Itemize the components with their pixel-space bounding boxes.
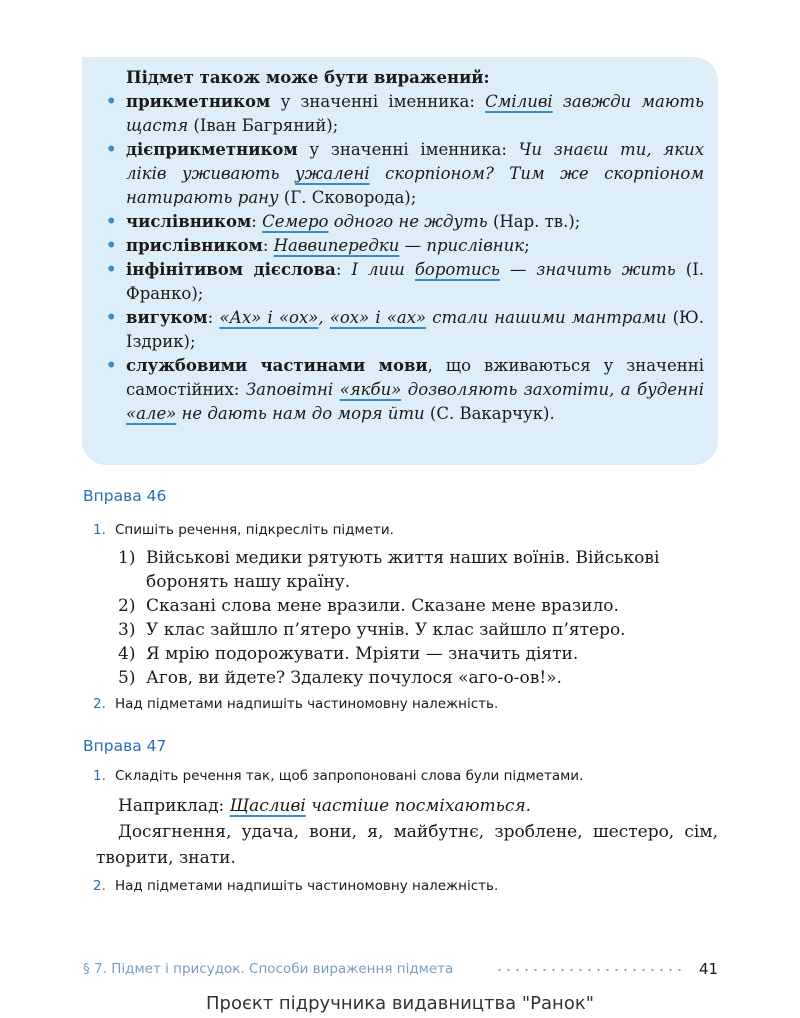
exercise-47-body bbox=[96, 793, 718, 871]
subject-underline: Щасливі bbox=[229, 796, 306, 816]
page-footer bbox=[83, 958, 719, 980]
footer-dot-leader bbox=[495, 969, 685, 971]
sentence: 3) У клас зайшло п’ятеро учнів. У клас зайшло п’ятеро. bbox=[118, 620, 626, 640]
subject-underline: «якби» bbox=[339, 380, 402, 399]
bullet-icon: • bbox=[106, 92, 117, 111]
rule-item-interjection: • вигуком: «Ах» і «ох», «ох» і «ах» стали нашими мантрами (Ю. Іздрик); bbox=[106, 308, 704, 351]
subject-underline: «Ах» і «ох» bbox=[219, 308, 319, 327]
bullet-icon: • bbox=[106, 140, 117, 159]
footer-section-title: § 7. Підмет і присудок. Способи вираження підмета bbox=[83, 961, 454, 977]
rule-text bbox=[104, 66, 704, 426]
rule-item-numeral: • числівником: Семеро одного не ждуть (Нар. тв.); bbox=[104, 210, 704, 234]
bullet-icon: • bbox=[106, 356, 117, 375]
exercise-46-task-2: 2. Над підметами надпишіть частиномовну належність. bbox=[93, 696, 499, 712]
rule-intro: Підмет також може бути виражений: bbox=[126, 68, 490, 87]
subject-underline: Наввипередки bbox=[273, 236, 400, 255]
subject-underline: Семеро bbox=[262, 212, 329, 231]
sentence: 2) Сказані слова мене вразили. Сказане мене вразило. bbox=[118, 596, 619, 616]
exercise-47-task-1: 1. Складіть речення так, щоб запропоновані слова були підметами. bbox=[93, 768, 584, 784]
rule-item-adjective: • прикметником у значенні іменника: Сміливі завжди мають щастя (Іван Багряний); bbox=[106, 92, 704, 135]
exercise-46-task-1: 1. Спишіть речення, підкресліть підмети. bbox=[93, 522, 394, 538]
word-list: Досягнення, удача, вони, я, майбутнє, зроблене, шестеро, сім, творити, знати. bbox=[96, 822, 718, 868]
sentence: 4) Я мрію подорожувати. Мріяти — значить діяти. bbox=[118, 644, 579, 664]
subject-underline: «ох» і «ах» bbox=[329, 308, 427, 327]
publisher-watermark: Проєкт підручника видавництва "Ранок" bbox=[205, 993, 594, 1014]
exercise-46-title: Вправа 46 bbox=[83, 487, 167, 505]
page-number: 41 bbox=[699, 960, 719, 978]
exercise-46-sentences bbox=[118, 546, 718, 690]
subject-underline: «але» bbox=[126, 404, 177, 423]
subject-underline: ужалені bbox=[295, 164, 370, 183]
sentence: 5) Агов, ви йдете? Здалеку почулося «аго-о-ов!». bbox=[118, 668, 562, 688]
subject-underline: Сміливі bbox=[485, 92, 553, 111]
rule-item-adverb: • прислівником: Наввипередки — прислівник; bbox=[104, 234, 704, 258]
rule-item-function-words: • службовими частинами мови, що вживаються у значенні самостійних: Заповітні «якби» дозволяють захотіти, а буденні «але» не дають нам до моря йти (С. Вакарчук). bbox=[106, 356, 704, 423]
bullet-icon: • bbox=[106, 236, 117, 255]
bullet-icon: • bbox=[106, 260, 117, 279]
rule-item-participle: • дієприкметником у значенні іменника: Чи знаєш ти, яких ліків уживають ужалені скорпіоном? Тим же скорпіоном натирають рану (Г. Сковорода); bbox=[106, 140, 705, 207]
rule-item-infinitive: • інфінітивом дієслова: І лиш боротись — значить жить (І. Франко); bbox=[106, 260, 704, 303]
bullet-icon: • bbox=[106, 308, 117, 327]
bullet-icon: • bbox=[106, 212, 117, 231]
exercise-47-title: Вправа 47 bbox=[83, 737, 167, 755]
sentence: 1) Військові медики рятують життя наших воїнів. Військові боронять нашу країну. bbox=[118, 548, 660, 592]
subject-underline: боротись bbox=[414, 260, 500, 279]
exercise-47-task-2: 2. Над підметами надпишіть частиномовну належність. bbox=[93, 878, 499, 894]
example-line: Наприклад: Щасливі частіше посміхаються. bbox=[118, 796, 532, 816]
